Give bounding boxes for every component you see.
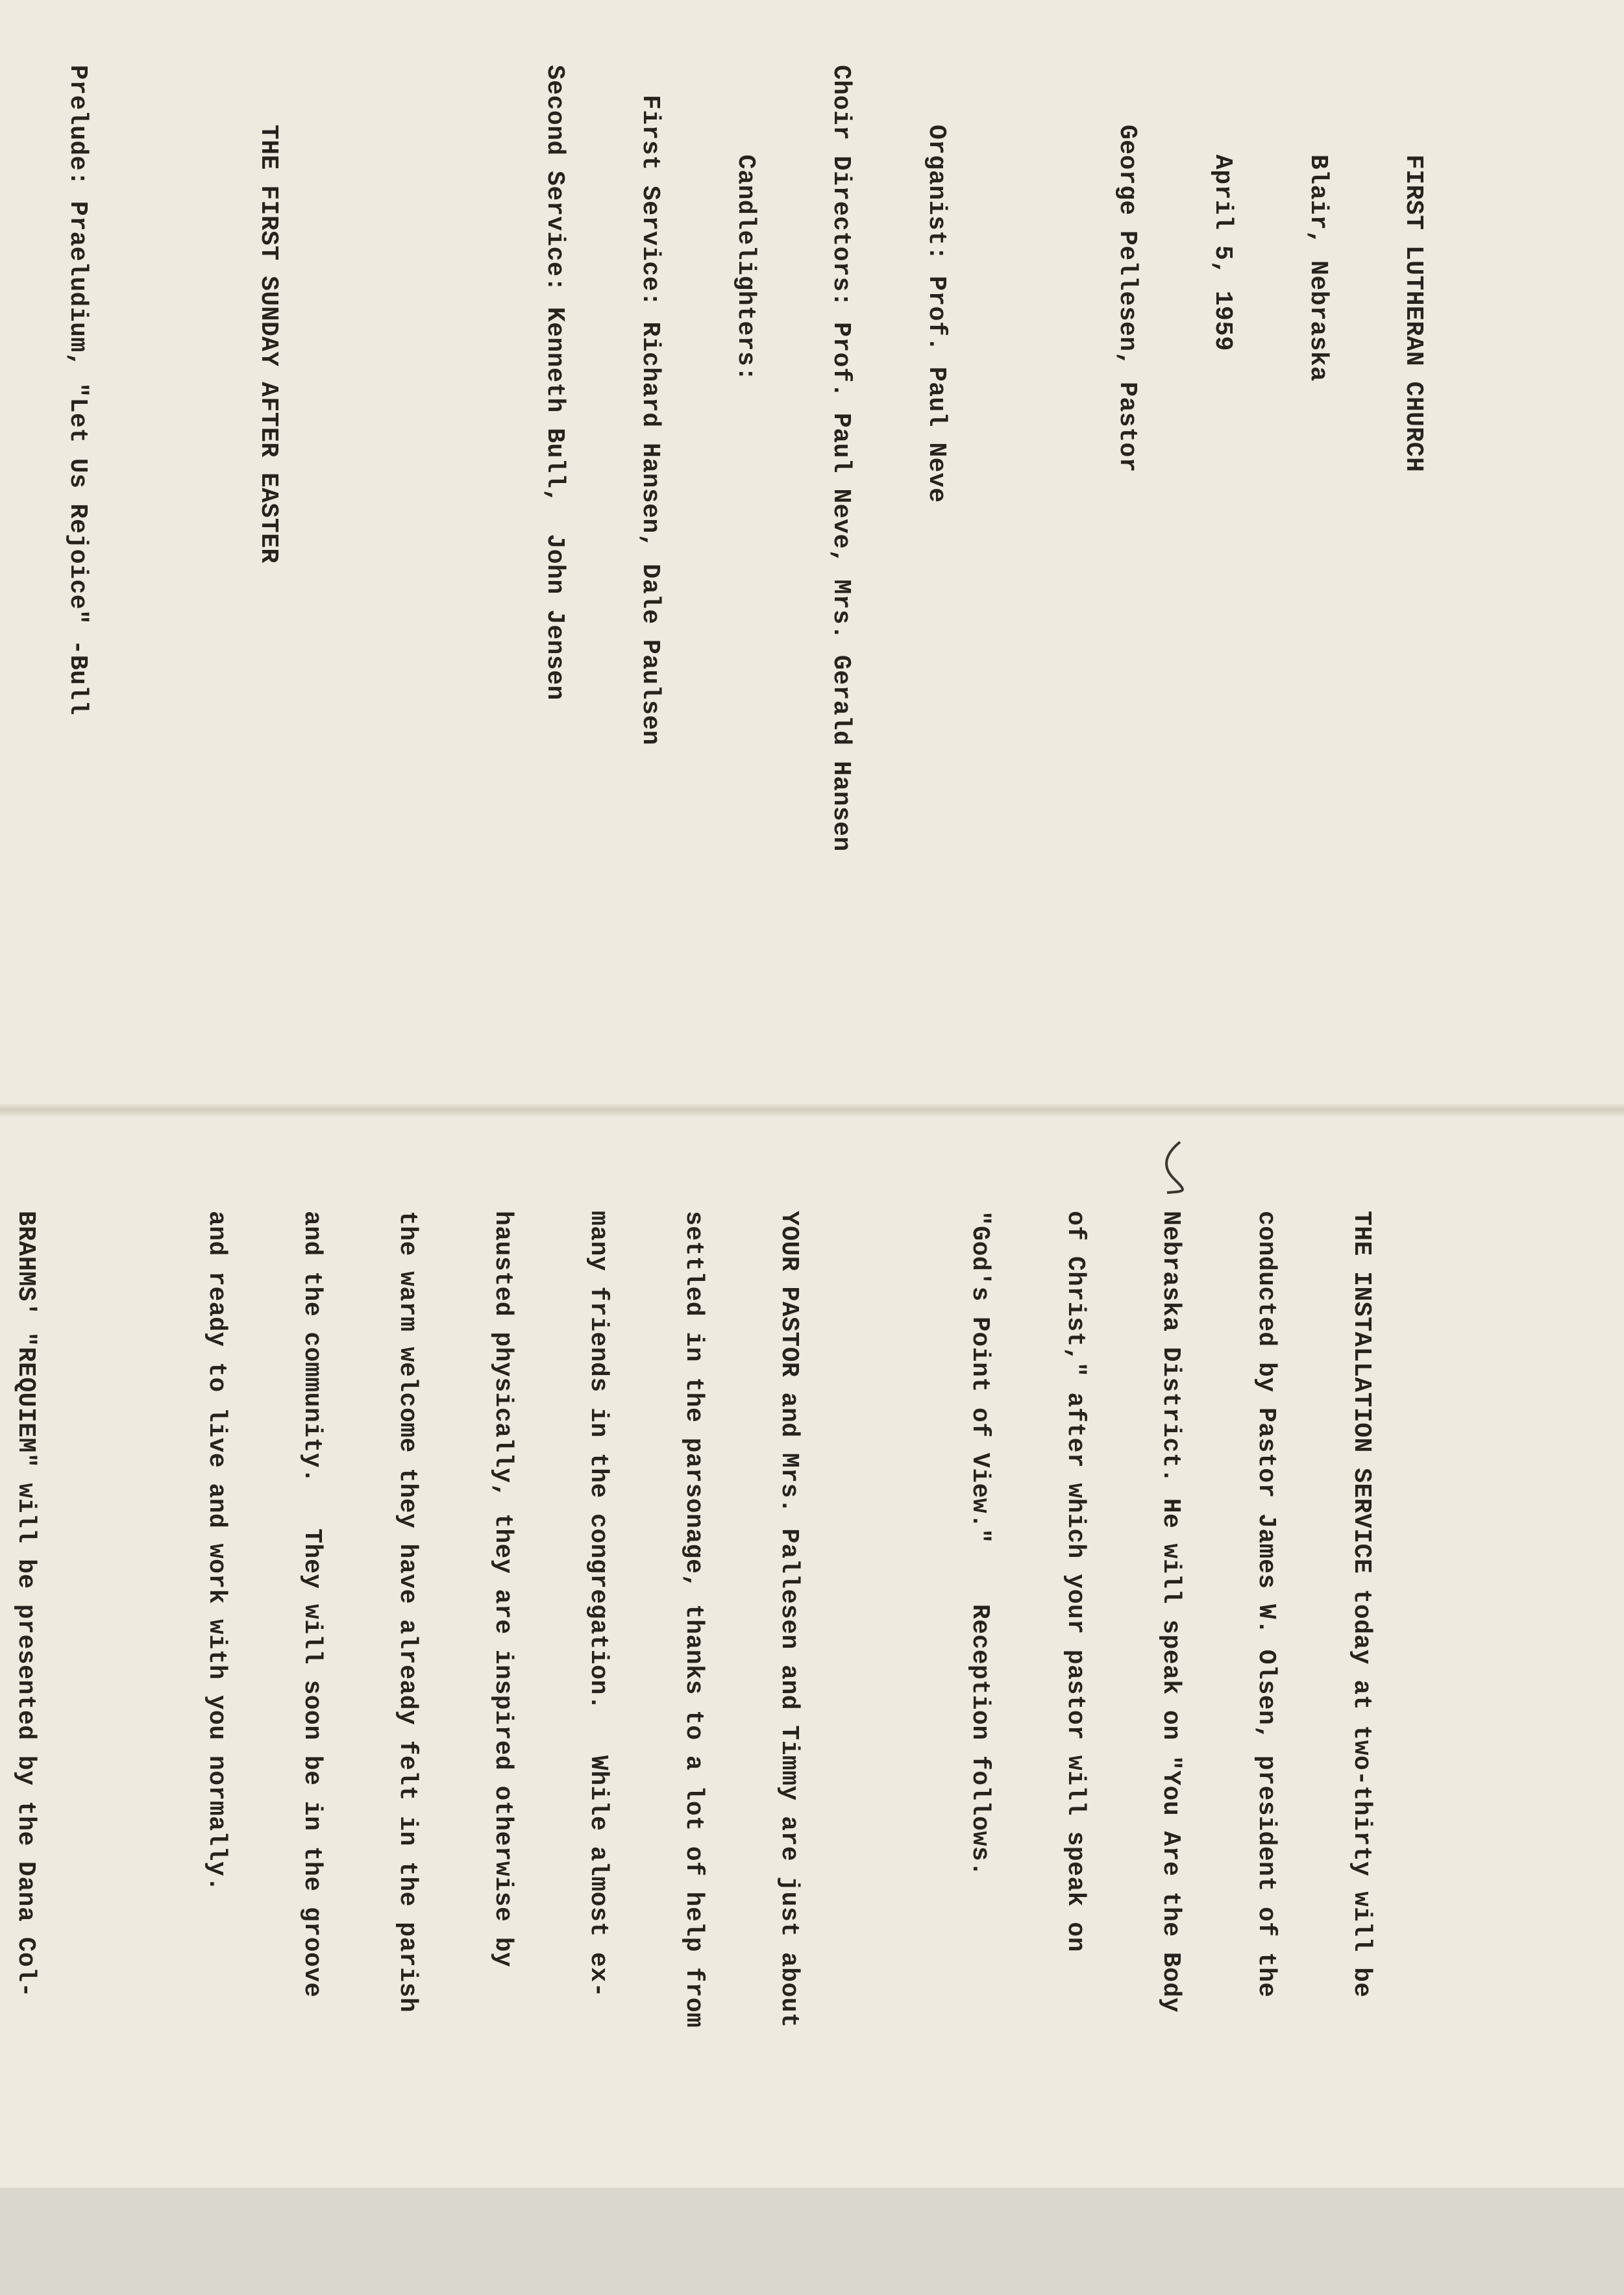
order-line: Prelude: Praeludium, "Let Us Rejoice" -Bull <box>64 65 92 716</box>
installation-paragraph-line: of Christ," after which your pastor will speak on <box>1061 1211 1089 1952</box>
pastor-paragraph-line: and the community. They will soon be in the groove <box>298 1211 326 1998</box>
fold-crease <box>0 1104 1624 1117</box>
installation-paragraph-line: "God's Point of View." Reception follows. <box>966 1211 994 1877</box>
service-date: April 5, 1959 <box>1209 155 1236 351</box>
installation-paragraph-line: conducted by Pastor James W. Olsen, president of the <box>1252 1211 1280 1998</box>
pastor-paragraph-line: the warm welcome they have already felt in the parish <box>393 1211 421 2013</box>
pastor-paragraph-line: settled in the parsonage, thanks to a lot of help from <box>680 1211 707 2028</box>
church-name: FIRST LUTHERAN CHURCH <box>1399 155 1427 473</box>
choir-directors-line: Choir Directors: Prof. Paul Neve, Mrs. Gerald Hansen <box>827 65 855 852</box>
scan-border <box>0 2188 1624 2295</box>
pastor-name: George Pellesen, Pastor <box>1113 125 1141 473</box>
requiem-paragraph-line: BRAHMS' "REQUIEM" will be presented by the Dana Col- <box>12 1211 40 1998</box>
installation-paragraph-line: Nebraska District. He will speak on "You Are the Body <box>1157 1211 1185 2013</box>
candlelighters-label: Candlelighters: <box>732 155 759 382</box>
pastor-paragraph-line: and ready to live and work with you normally. <box>203 1211 230 1892</box>
pastor-paragraph-line: many friends in the congregation. While almost ex- <box>584 1211 612 1998</box>
pastor-paragraph-line: hausted physically, they are inspired otherwise by <box>489 1211 517 1968</box>
installation-paragraph-line: THE INSTALLATION SERVICE today at two-thirty will be <box>1347 1211 1375 1998</box>
pastor-paragraph-line: YOUR PASTOR and Mrs. Pallesen and Timmy are just about <box>775 1211 803 2028</box>
announcements-panel <box>0 1211 1441 2058</box>
order-of-service-panel <box>0 65 1493 852</box>
organist-line: Organist: Prof. Paul Neve <box>922 125 950 503</box>
sunday-title: THE FIRST SUNDAY AFTER EASTER <box>254 125 282 564</box>
second-service-line: Second Service: Kenneth Bull, John Jensen <box>541 65 569 701</box>
first-service-line: First Service: Richard Hansen, Dale Paulsen <box>636 95 664 746</box>
pencil-mark-icon <box>1154 1139 1193 1195</box>
church-location: Blair, Nebraska <box>1304 155 1332 382</box>
